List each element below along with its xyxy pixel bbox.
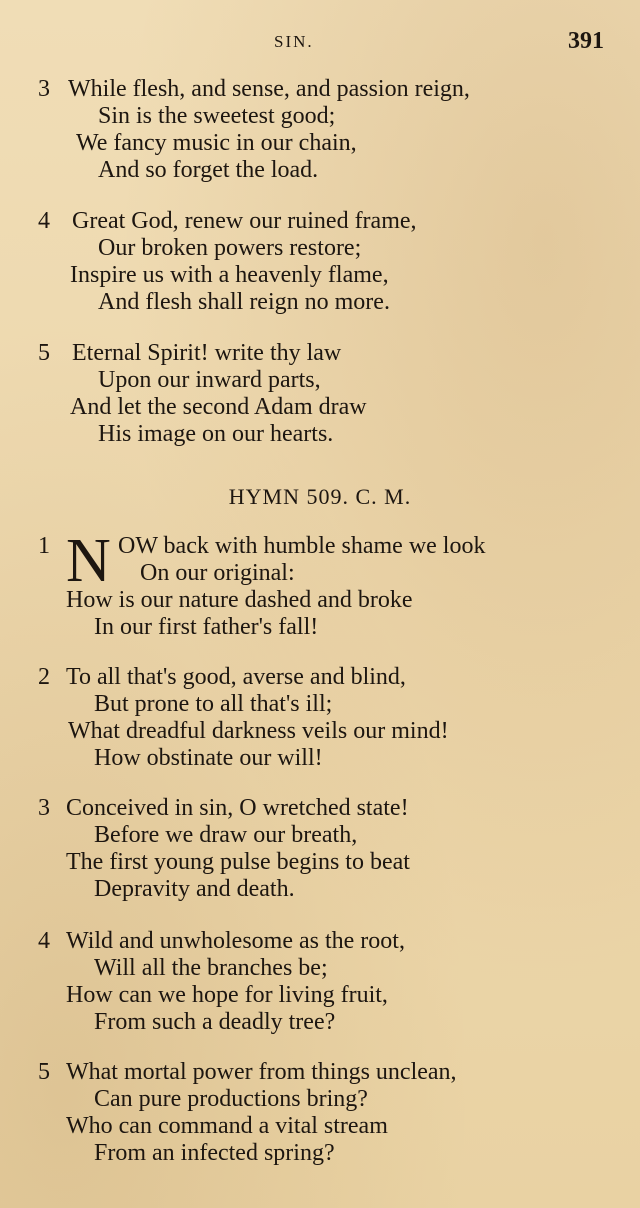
- verse-line: Sin is the sweetest good;: [98, 103, 336, 129]
- stanza-number: 3: [38, 795, 50, 821]
- prev-hymn-stanza-4: [0, 208, 640, 316]
- verse-line: To all that's good, averse and blind,: [66, 664, 406, 690]
- stanza-number: 4: [38, 208, 50, 234]
- verse-line: Conceived in sin, O wretched state!: [66, 795, 409, 821]
- page-number: 391: [568, 28, 604, 54]
- verse-line: Who can command a vital stream: [66, 1113, 388, 1139]
- verse-line: How can we hope for living fruit,: [66, 982, 388, 1008]
- verse-line: We fancy music in our chain,: [76, 130, 357, 156]
- hymn-stanza-5: [0, 1059, 640, 1167]
- hymn-stanza-4: [0, 928, 640, 1036]
- verse-line: On our original:: [140, 560, 295, 586]
- verse-line: And let the second Adam draw: [70, 394, 367, 420]
- verse-line: Depravity and death.: [94, 876, 295, 902]
- verse-line: Wild and unwholesome as the root,: [66, 928, 405, 954]
- hymn-stanza-3: [0, 795, 640, 903]
- verse-line: But prone to all that's ill;: [94, 691, 333, 717]
- verse-line: What mortal power from things unclean,: [66, 1059, 457, 1085]
- verse-line: While flesh, and sense, and passion reign,: [68, 76, 470, 102]
- verse-line: And so forget the load.: [98, 157, 319, 183]
- verse-line: Before we draw our breath,: [94, 822, 358, 848]
- verse-line: Our broken powers restore;: [98, 235, 362, 261]
- verse-line: Inspire us with a heavenly flame,: [70, 262, 389, 288]
- drop-cap: N: [66, 527, 111, 595]
- stanza-number: 1: [38, 533, 50, 559]
- stanza-number: 4: [38, 928, 50, 954]
- verse-line: From such a deadly tree?: [94, 1009, 336, 1035]
- verse-line: OW back with humble shame we look: [118, 533, 486, 559]
- prev-hymn-stanza-5: [0, 340, 640, 448]
- stanza-number: 5: [38, 340, 50, 366]
- verse-line: From an infected spring?: [94, 1140, 335, 1166]
- verse-line: Can pure productions bring?: [94, 1086, 368, 1112]
- verse-line: And flesh shall reign no more.: [98, 289, 390, 315]
- verse-line: Will all the branches be;: [94, 955, 328, 981]
- running-title: SIN.: [274, 32, 314, 51]
- hymn-heading: HYMN 509. C. M.: [228, 484, 412, 509]
- verse-line: What dreadful darkness veils our mind!: [68, 718, 449, 744]
- verse-line: Great God, renew our ruined frame,: [72, 208, 417, 234]
- verse-line: Upon our inward parts,: [98, 367, 321, 393]
- stanza-number: 5: [38, 1059, 50, 1085]
- hymn-stanza-2: [0, 664, 640, 772]
- verse-line: In our first father's fall!: [94, 614, 319, 640]
- verse-line: His image on our hearts.: [98, 421, 334, 447]
- verse-line: How is our nature dashed and broke: [66, 587, 413, 613]
- verse-line: The first young pulse begins to beat: [66, 849, 410, 875]
- verse-line: How obstinate our will!: [94, 745, 323, 771]
- stanza-number: 2: [38, 664, 50, 690]
- running-head: [0, 28, 640, 58]
- stanza-number: 3: [38, 76, 50, 102]
- prev-hymn-stanza-3: [0, 76, 640, 184]
- verse-line: Eternal Spirit! write thy law: [72, 340, 342, 366]
